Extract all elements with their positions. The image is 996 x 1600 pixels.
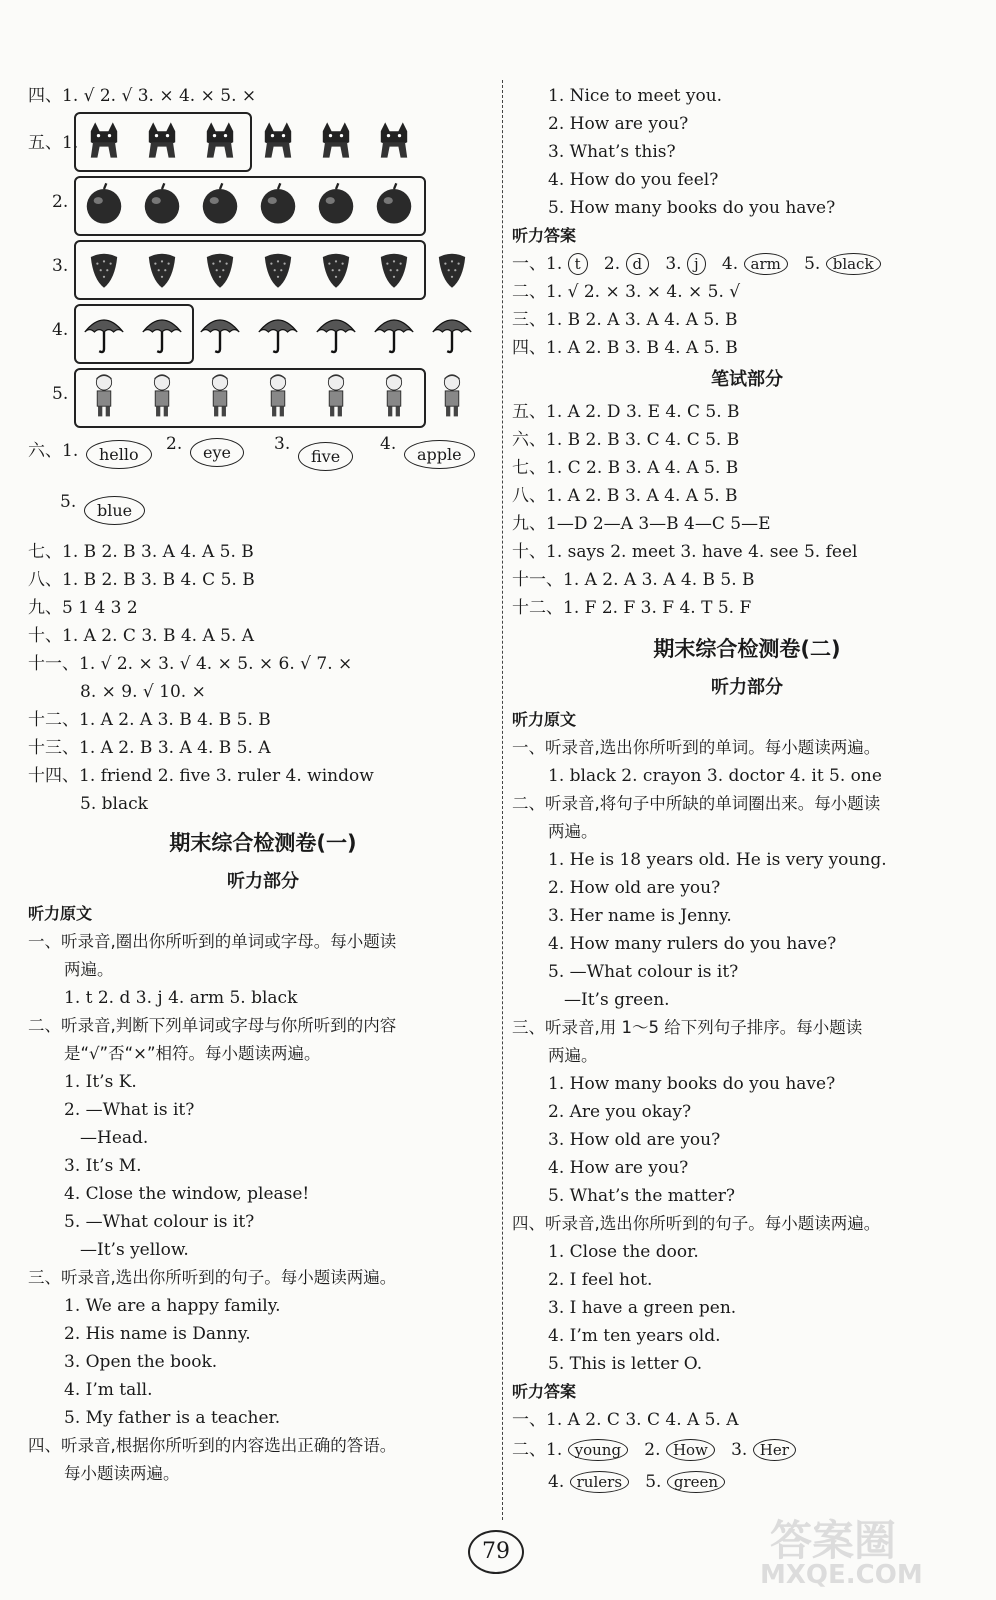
script-line: 5. —What colour is it? [64,1212,255,1232]
script-line: 2. —What is it? [64,1100,195,1120]
circled-answer: Her [753,1439,796,1461]
script-line: 4. How are you? [548,1158,689,1178]
listening-answer-label-2: 听力答案 [512,1382,577,1401]
circled-word: eye [190,438,244,467]
item-number: 4. [380,434,397,454]
written-answers-6: 六、1. B 2. B 3. C 4. C 5. B [512,430,740,450]
written-answers-5: 五、1. A 2. D 3. E 4. C 5. B [512,402,740,422]
question-2: 二、听录音,判断下列单词或字母与你所听到的内容 [28,1016,397,1035]
picture-row [28,110,498,174]
exam2-question-3: 三、听录音,用 1～5 给下列句子排序。每小题读 [512,1018,863,1037]
script-line: 4. Close the window, please! [64,1184,310,1204]
script-line: 3. I have a green pen. [548,1298,737,1318]
circled-answer: young [568,1439,628,1461]
script-line: 5. What’s the matter? [548,1186,736,1206]
script-line: 3. Her name is Jenny. [548,906,732,926]
script-line: —It’s yellow. [80,1240,189,1260]
written-answers-9: 九、1—D 2—A 3—B 4—C 5—E [512,514,771,534]
section-10-answers: 十、1. A 2. C 3. B 4. A 5. A [28,626,255,646]
script-line: 4. How do you feel? [548,170,719,190]
script-line: —Head. [80,1128,149,1148]
picture-row [28,238,498,302]
item-number: 2. [644,1440,661,1460]
item-number: 5. [60,492,77,512]
question-3: 三、听录音,选出你所听到的句子。每小题读两遍。 [28,1268,397,1287]
written-answers-11: 十一、1. A 2. A 3. A 4. B 5. B [512,570,755,590]
cat-icon [252,114,304,166]
question-1-answers: 1. t 2. d 3. j 4. arm 5. black [64,988,298,1008]
picture-row-label: 5. [52,384,69,404]
watermark-logo: 答案圈 [770,1516,897,1565]
circled-answer: t [568,253,588,275]
umbrella-icon [252,306,304,358]
script-line: 2. How are you? [548,114,689,134]
script-line: 3. How old are you? [548,1130,721,1150]
written-part-heading: 笔试部分 [711,369,783,390]
circled-answer: black [826,253,881,275]
circled-answer: green [667,1471,725,1493]
script-line: 4. I’m ten years old. [548,1326,721,1346]
script-line: 5. My father is a teacher. [64,1408,281,1428]
picture-row [28,366,498,430]
written-answers-8: 八、1. A 2. B 3. A 4. A 5. B [512,486,738,506]
script-label: 听力原文 [28,904,93,923]
script-line: 1. Close the door. [548,1242,699,1262]
question-2-cont: 是“√”否“×”相符。每小题读两遍。 [64,1044,321,1063]
item-number: 3. [665,254,682,274]
item-number: 5. [645,1472,662,1492]
left-column [28,82,498,1488]
written-answers-12: 十二、1. F 2. F 3. F 4. T 5. F [512,598,752,618]
answer-prefix: 二、1. [512,1440,563,1460]
picture-row [28,302,498,366]
circled-word: blue [84,496,145,525]
written-answers-10: 十、1. says 2. meet 3. have 4. see 5. feel [512,542,858,562]
script-line: —It’s green. [564,990,670,1010]
circled-word: hello [86,440,152,469]
script-line: 1. How many books do you have? [548,1074,836,1094]
circled-word: five [298,442,353,471]
circled-answer: j [687,253,706,275]
exam2-question-2: 二、听录音,将句子中所缺的单词圈出来。每小题读 [512,794,881,813]
script-line: 1. He is 18 years old. He is very young. [548,850,887,870]
section-9-answers: 九、5 1 4 3 2 [28,598,138,618]
cat-icon [310,114,362,166]
right-column [512,82,982,1498]
cat-icon [368,114,420,166]
listening-answer-label: 听力答案 [512,226,577,245]
item-number: 5. [804,254,821,274]
exam2-question-1: 一、听录音,选出你所听到的单词。每小题读两遍。 [512,738,881,757]
answer-box [74,240,426,300]
item-number: 3. [274,434,291,454]
circled-answer: rulers [570,1471,629,1493]
exam2-question-1-words: 1. black 2. crayon 3. doctor 4. it 5. one [548,766,882,786]
script-line: 5. This is letter O. [548,1354,703,1374]
script-line: 1. Nice to meet you. [548,86,723,106]
script-line: 1. It’s K. [64,1072,137,1092]
listening-answers-2: 二、1. √ 2. × 3. × 4. × 5. √ [512,282,741,302]
circled-answer: arm [744,253,788,275]
listening-answers-4: 四、1. A 2. B 3. B 4. A 5. B [512,338,738,358]
answer-box [74,304,194,364]
section-11-answers: 十一、1. √ 2. × 3. √ 4. × 5. × 6. √ 7. × [28,654,353,674]
script-line: 2. Are you okay? [548,1102,692,1122]
question-4-cont: 每小题读两遍。 [64,1464,180,1483]
section-13-answers: 十三、1. A 2. B 3. A 4. B 5. A [28,738,271,758]
strawberry-icon [426,242,478,294]
boy-icon [426,370,478,422]
section-7-answers: 七、1. B 2. B 3. A 4. A 5. B [28,542,254,562]
exam2-answers-2-cont [512,1466,982,1498]
exam-1-title: 期末综合检测卷(一) [169,831,357,855]
umbrella-icon [368,306,420,358]
listening-part-heading: 听力部分 [227,871,299,892]
circled-answer: d [626,253,650,275]
column-divider [502,80,503,1520]
script-line: 2. How old are you? [548,878,721,898]
answer-prefix: 一、1. [512,254,563,274]
section-6-answers [28,430,498,488]
picture-row [28,174,498,238]
question-1-cont: 两遍。 [64,960,114,979]
exam2-answers-2 [512,1434,982,1466]
page-number: 79 [468,1530,524,1574]
section-14-answers-cont: 5. black [80,794,148,814]
section-6-answers-cont [28,488,498,538]
section-6-label: 六、1. [28,441,79,461]
script-line: 5. —What colour is it? [548,962,739,982]
exam2-question-3-cont: 两遍。 [548,1046,598,1065]
section-11-answers-cont: 8. × 9. √ 10. × [80,682,206,702]
written-answers-7: 七、1. C 2. B 3. A 4. A 5. B [512,458,739,478]
section-4-answers: 四、1. √ 2. √ 3. × 4. × 5. × [28,86,257,106]
script-line: 3. What’s this? [548,142,676,162]
question-4: 四、听录音,根据你所听到的内容选出正确的答语。 [28,1436,397,1455]
umbrella-icon [426,306,478,358]
section-8-answers: 八、1. B 2. B 3. B 4. C 5. B [28,570,255,590]
script-line: 5. How many books do you have? [548,198,836,218]
exam2-answers-1: 一、1. A 2. C 3. C 4. A 5. A [512,1410,739,1430]
circled-answer: How [666,1439,715,1461]
exam2-question-4: 四、听录音,选出你所听到的句子。每小题读两遍。 [512,1214,881,1233]
script-line: 2. I feel hot. [548,1270,653,1290]
item-number: 4. [548,1472,565,1492]
item-number: 2. [166,434,183,454]
script-line: 4. I’m tall. [64,1380,153,1400]
section-14-answers: 十四、1. friend 2. five 3. ruler 4. window [28,766,374,786]
listening-answers-3: 三、1. B 2. A 3. A 4. A 5. B [512,310,738,330]
watermark-url: MXQE.COM [760,1560,923,1590]
item-number: 4. [721,254,739,274]
question-1: 一、听录音,圈出你所听到的单词或字母。每小题读 [28,932,397,951]
picture-row-label: 4. [52,320,69,340]
answer-box [74,176,426,236]
script-label-2: 听力原文 [512,710,577,729]
item-number: 2. [603,254,621,274]
answer-box [74,112,252,172]
script-line: 4. How many rulers do you have? [548,934,837,954]
script-line: 2. His name is Danny. [64,1324,251,1344]
script-line: 3. It’s M. [64,1156,142,1176]
picture-row-label: 2. [52,192,69,212]
section-12-answers: 十二、1. A 2. A 3. B 4. B 5. B [28,710,271,730]
item-number: 3. [731,1440,748,1460]
picture-answers [28,110,498,430]
answer-box [74,368,426,428]
listening-answers-1 [512,250,982,278]
circled-word: apple [404,440,475,469]
umbrella-icon [310,306,362,358]
exam-2-title: 期末综合检测卷(二) [653,637,841,661]
umbrella-icon [194,306,246,358]
listening-part-heading-2: 听力部分 [711,677,783,698]
exam2-question-2-cont: 两遍。 [548,822,598,841]
script-line: 1. We are a happy family. [64,1296,281,1316]
picture-row-label: 3. [52,256,69,276]
picture-row-label: 五、1. [28,133,79,153]
script-line: 3. Open the book. [64,1352,218,1372]
